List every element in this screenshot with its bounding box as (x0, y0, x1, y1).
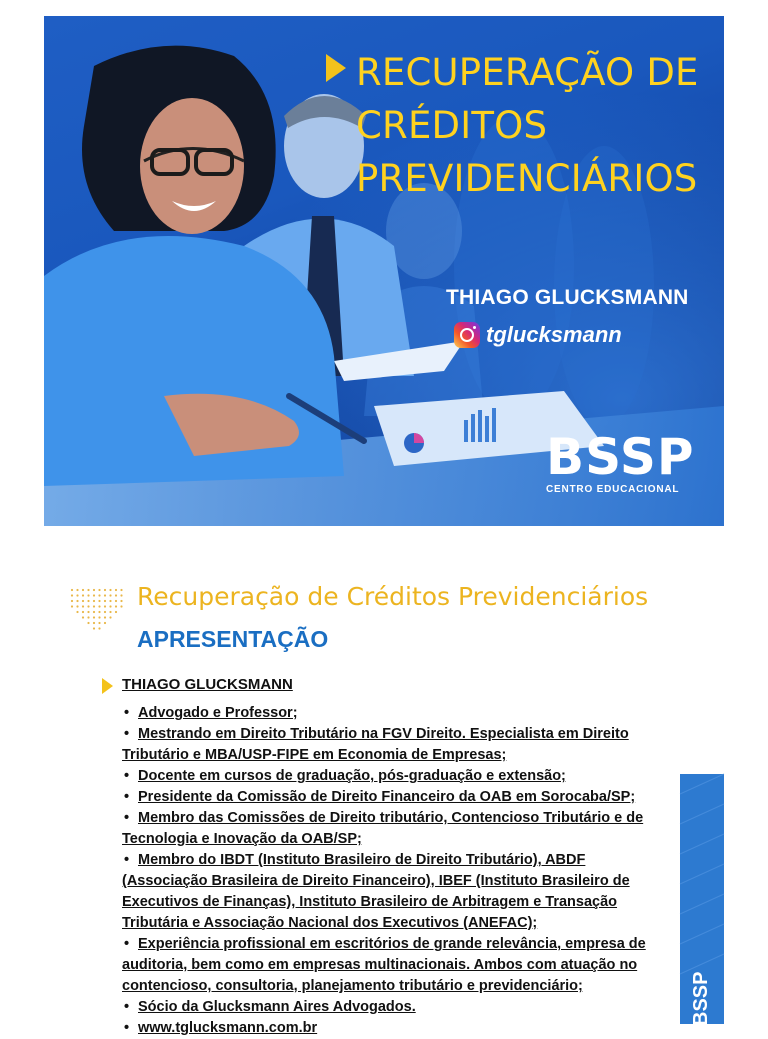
bio-line (122, 745, 662, 766)
play-arrow-icon (326, 54, 346, 82)
bullet-icon: • (124, 810, 130, 826)
bio-line-text: Docente em cursos de graduação, pós-graduação e extensão; (138, 768, 566, 784)
bullet-icon: • (124, 999, 130, 1015)
bio-line-text: Presidente da Comissão de Direito Financeiro da OAB em Sorocaba/SP; (138, 789, 636, 805)
bio-line-text: www.tglucksmann.com.br (138, 1020, 318, 1036)
bssp-logo (546, 428, 695, 495)
bullet-icon: • (124, 705, 130, 721)
play-arrow-icon (102, 678, 113, 694)
bullet-icon: • (124, 768, 130, 784)
bio-line-text: auditoria, bem como em empresas multinacionais. Ambos com atuação no (122, 957, 638, 973)
cover-slide (44, 16, 724, 526)
bio-line (122, 913, 662, 934)
bio-line (122, 724, 662, 745)
bio-line (122, 787, 662, 808)
bio-list (122, 703, 662, 1039)
bio-line (122, 808, 662, 829)
presenter-name: THIAGO GLUCKSMANN (122, 676, 293, 693)
bio-line (122, 829, 662, 850)
bio-line (122, 703, 662, 724)
instagram-row (454, 322, 622, 348)
presentation-slide (44, 560, 724, 1036)
bullet-icon: • (124, 936, 130, 952)
bio-line (122, 934, 662, 955)
bio-line-text: Mestrando em Direito Tributário na FGV Direito. Especialista em Direito (138, 726, 629, 742)
bullet-icon: • (124, 1020, 130, 1036)
cover-title (326, 46, 716, 205)
slide-title: Recuperação de Créditos Previdenciários (137, 582, 649, 611)
bio-line-text: Tributária e Associação Nacional dos Executivos (ANEFAC); (122, 915, 538, 931)
bio-line-text: Experiência profissional em escritórios de grande relevância, empresa de (138, 936, 646, 952)
side-logo-text: BSSP (690, 971, 712, 1026)
instagram-icon (454, 322, 480, 348)
section-heading: APRESENTAÇÃO (137, 626, 329, 652)
bio-line-text: contencioso, consultoria, planejamento tributário e previdenciário; (122, 978, 583, 994)
bio-line-text: Advogado e Professor; (138, 705, 298, 721)
bio-line (122, 871, 662, 892)
cover-title-line: RECUPERAÇÃO DE (356, 51, 699, 94)
bio-line-text: Tributário e MBA/USP-FIPE em Economia de Empresas; (122, 747, 507, 763)
bio-line (122, 976, 662, 997)
bullet-icon: • (124, 852, 130, 868)
bio-line-text: (Associação Brasileira de Direito Financeiro), IBEF (Instituto Brasileiro de (122, 873, 630, 889)
cover-title-line: CRÉDITOS (356, 104, 548, 147)
bio-line-text: Membro das Comissões de Direito tributário, Contencioso Tributário e de (138, 810, 644, 826)
cover-title-line: PREVIDENCIÁRIOS (356, 157, 698, 200)
bio-line (122, 892, 662, 913)
bio-line (122, 955, 662, 976)
bio-line-text: Membro do IBDT (Instituto Brasileiro de Direito Tributário), ABDF (138, 852, 586, 868)
bio-line-text: Executivos de Finanças), Instituto Brasileiro de Arbitragem e Transação (122, 894, 618, 910)
side-brand-bar (680, 774, 724, 1024)
bullet-icon: • (124, 789, 130, 805)
bio-line (122, 850, 662, 871)
bio-line (122, 997, 662, 1018)
cover-author: THIAGO GLUCKSMANN (446, 286, 689, 309)
bio-line-text: Sócio da Glucksmann Aires Advogados. (138, 999, 416, 1015)
bio-line (122, 1018, 662, 1039)
bio-line (122, 766, 662, 787)
bullet-icon: • (124, 726, 130, 742)
logo-text: BSSP (546, 428, 695, 486)
logo-subtitle: CENTRO EDUCACIONAL (546, 484, 680, 495)
bio-line-text: Tecnologia e Inovação da OAB/SP; (122, 831, 362, 847)
instagram-handle: tglucksmann (486, 322, 622, 347)
dot-pattern-icon (68, 586, 128, 646)
